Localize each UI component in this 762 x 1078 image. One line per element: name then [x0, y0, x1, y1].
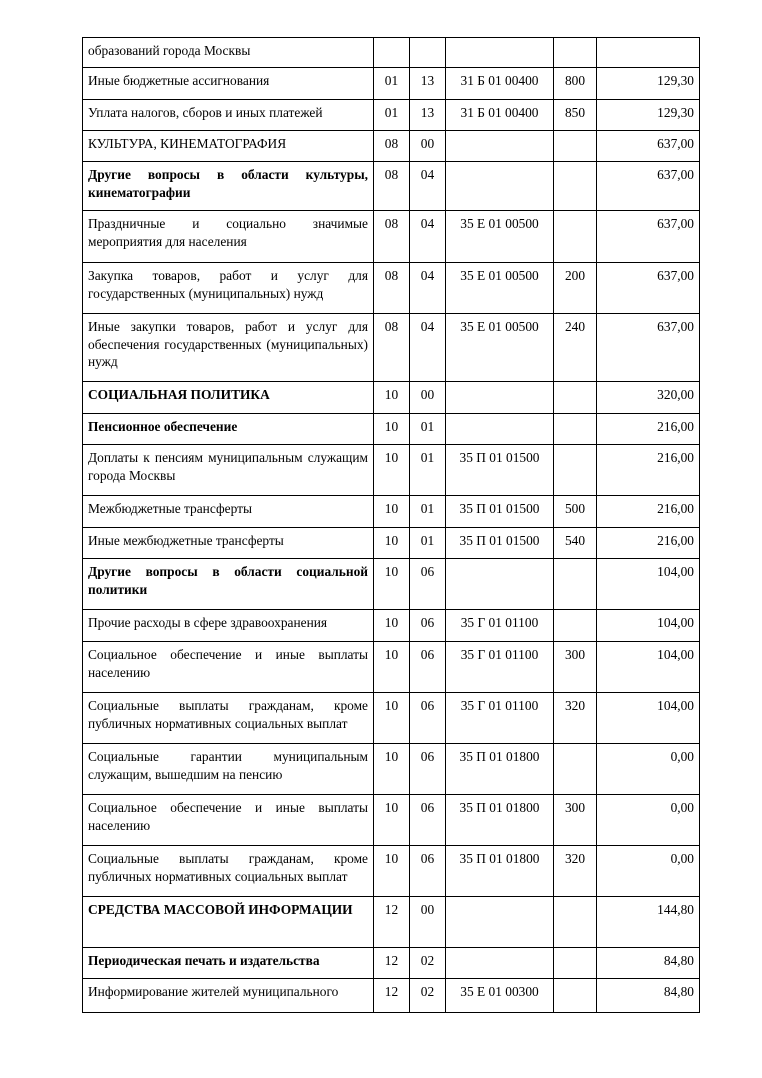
row-expense-type	[554, 897, 597, 948]
row-target-article: 31 Б 01 00400	[446, 68, 554, 100]
row-amount: 129,30	[597, 100, 700, 131]
table-row	[83, 211, 700, 263]
row-target-article	[446, 897, 554, 948]
row-amount: 637,00	[597, 211, 700, 263]
row-expense-type: 300	[554, 795, 597, 846]
row-section-code: 10	[374, 496, 410, 528]
row-amount: 637,00	[597, 263, 700, 314]
row-expense-type	[554, 162, 597, 211]
row-name: Социальные выплаты гражданам, кроме публичных нормативных социальных выплат	[83, 846, 374, 897]
row-target-article: 35 Е 01 00500	[446, 314, 554, 382]
row-subsection-code: 06	[410, 610, 446, 642]
row-name: Другие вопросы в области культуры, кинематографии	[83, 162, 374, 211]
row-section-code: 08	[374, 162, 410, 211]
row-subsection-code: 06	[410, 846, 446, 897]
row-subsection-code: 06	[410, 693, 446, 744]
row-name: Доплаты к пенсиям муниципальным служащим города Москвы	[83, 445, 374, 496]
table-row	[83, 263, 700, 314]
row-target-article: 35 Г 01 01100	[446, 610, 554, 642]
row-target-article	[446, 414, 554, 445]
row-amount: 216,00	[597, 414, 700, 445]
table-row	[83, 693, 700, 744]
row-subsection-code: 00	[410, 382, 446, 414]
row-target-article	[446, 162, 554, 211]
row-section-code: 10	[374, 445, 410, 496]
row-target-article: 35 П 01 01800	[446, 744, 554, 795]
row-subsection-code: 06	[410, 795, 446, 846]
table-row	[83, 948, 700, 979]
row-name: Закупка товаров, работ и услуг для государственных (муниципальных) нужд	[83, 263, 374, 314]
row-name: Социальное обеспечение и иные выплаты населению	[83, 795, 374, 846]
row-name: Социальные выплаты гражданам, кроме публичных нормативных социальных выплат	[83, 693, 374, 744]
row-section-code: 10	[374, 610, 410, 642]
row-target-article: 35 Е 01 00300	[446, 979, 554, 1013]
row-target-article: 35 Г 01 01100	[446, 642, 554, 693]
row-section-code: 10	[374, 744, 410, 795]
row-target-article: 31 Б 01 00400	[446, 100, 554, 131]
row-target-article	[446, 131, 554, 162]
row-expense-type: 800	[554, 68, 597, 100]
row-name: Социальные гарантии муниципальным служащим, вышедшим на пенсию	[83, 744, 374, 795]
table-row	[83, 528, 700, 559]
row-subsection-code: 01	[410, 528, 446, 559]
row-section-code: 08	[374, 263, 410, 314]
row-expense-type	[554, 131, 597, 162]
row-amount: 104,00	[597, 610, 700, 642]
row-amount: 84,80	[597, 948, 700, 979]
budget-table-body	[83, 38, 700, 1013]
row-expense-type	[554, 559, 597, 610]
row-amount: 320,00	[597, 382, 700, 414]
row-name: Иные бюджетные ассигнования	[83, 68, 374, 100]
row-amount: 216,00	[597, 445, 700, 496]
budget-table	[82, 37, 700, 1013]
row-target-article: 35 П 01 01800	[446, 795, 554, 846]
table-row	[83, 38, 700, 68]
row-expense-type: 300	[554, 642, 597, 693]
table-row	[83, 162, 700, 211]
row-name: Уплата налогов, сборов и иных платежей	[83, 100, 374, 131]
row-subsection-code: 04	[410, 162, 446, 211]
row-name: Иные закупки товаров, работ и услуг для обеспечения государственных (муниципальных) нужд	[83, 314, 374, 382]
row-name: СРЕДСТВА МАССОВОЙ ИНФОРМАЦИИ	[83, 897, 374, 948]
row-subsection-code: 01	[410, 496, 446, 528]
row-section-code: 10	[374, 795, 410, 846]
table-row	[83, 979, 700, 1013]
row-section-code: 12	[374, 948, 410, 979]
row-target-article: 35 П 01 01500	[446, 528, 554, 559]
row-amount: 104,00	[597, 693, 700, 744]
row-section-code: 12	[374, 979, 410, 1013]
row-name: Праздничные и социально значимые мероприятия для населения	[83, 211, 374, 263]
row-target-article: 35 П 01 01500	[446, 496, 554, 528]
row-section-code: 10	[374, 642, 410, 693]
row-section-code: 08	[374, 211, 410, 263]
row-name: Иные межбюджетные трансферты	[83, 528, 374, 559]
row-section-code: 12	[374, 897, 410, 948]
table-row	[83, 744, 700, 795]
row-subsection-code: 06	[410, 559, 446, 610]
row-name: КУЛЬТУРА, КИНЕМАТОГРАФИЯ	[83, 131, 374, 162]
row-target-article	[446, 559, 554, 610]
row-name: Межбюджетные трансферты	[83, 496, 374, 528]
row-amount: 637,00	[597, 131, 700, 162]
table-row	[83, 100, 700, 131]
row-section-code: 01	[374, 100, 410, 131]
row-name: Другие вопросы в области социальной политики	[83, 559, 374, 610]
table-row	[83, 559, 700, 610]
row-section-code: 10	[374, 559, 410, 610]
table-row	[83, 795, 700, 846]
row-subsection-code: 00	[410, 131, 446, 162]
row-amount: 0,00	[597, 744, 700, 795]
row-amount: 637,00	[597, 162, 700, 211]
row-expense-type: 240	[554, 314, 597, 382]
row-expense-type: 320	[554, 846, 597, 897]
row-expense-type: 320	[554, 693, 597, 744]
table-row	[83, 314, 700, 382]
row-expense-type	[554, 38, 597, 68]
table-row	[83, 642, 700, 693]
row-target-article	[446, 382, 554, 414]
row-section-code: 10	[374, 382, 410, 414]
row-expense-type: 200	[554, 263, 597, 314]
row-amount: 0,00	[597, 795, 700, 846]
table-row	[83, 496, 700, 528]
row-section-code: 01	[374, 68, 410, 100]
row-amount: 144,80	[597, 897, 700, 948]
row-section-code: 10	[374, 414, 410, 445]
row-target-article: 35 Г 01 01100	[446, 693, 554, 744]
row-name: СОЦИАЛЬНАЯ ПОЛИТИКА	[83, 382, 374, 414]
row-target-article	[446, 948, 554, 979]
row-expense-type	[554, 414, 597, 445]
row-section-code: 10	[374, 528, 410, 559]
row-expense-type: 850	[554, 100, 597, 131]
table-row	[83, 382, 700, 414]
row-subsection-code	[410, 38, 446, 68]
row-subsection-code: 02	[410, 948, 446, 979]
row-section-code: 10	[374, 693, 410, 744]
row-target-article: 35 Е 01 00500	[446, 263, 554, 314]
row-subsection-code: 04	[410, 263, 446, 314]
row-section-code: 10	[374, 846, 410, 897]
row-expense-type	[554, 211, 597, 263]
row-section-code	[374, 38, 410, 68]
row-expense-type	[554, 382, 597, 414]
row-amount: 637,00	[597, 314, 700, 382]
table-row	[83, 414, 700, 445]
row-expense-type	[554, 948, 597, 979]
row-expense-type	[554, 744, 597, 795]
row-target-article: 35 П 01 01800	[446, 846, 554, 897]
row-amount: 129,30	[597, 68, 700, 100]
row-amount	[597, 38, 700, 68]
row-amount: 216,00	[597, 496, 700, 528]
row-expense-type: 500	[554, 496, 597, 528]
row-subsection-code: 02	[410, 979, 446, 1013]
row-section-code: 08	[374, 314, 410, 382]
row-name: Прочие расходы в сфере здравоохранения	[83, 610, 374, 642]
row-target-article: 35 П 01 01500	[446, 445, 554, 496]
row-subsection-code: 00	[410, 897, 446, 948]
row-name: Периодическая печать и издательства	[83, 948, 374, 979]
row-amount: 104,00	[597, 559, 700, 610]
row-subsection-code: 06	[410, 642, 446, 693]
row-expense-type: 540	[554, 528, 597, 559]
row-subsection-code: 13	[410, 100, 446, 131]
row-expense-type	[554, 610, 597, 642]
row-name: образований города Москвы	[83, 38, 374, 68]
row-subsection-code: 06	[410, 744, 446, 795]
table-row	[83, 610, 700, 642]
row-subsection-code: 04	[410, 314, 446, 382]
row-amount: 0,00	[597, 846, 700, 897]
table-row	[83, 131, 700, 162]
row-expense-type	[554, 445, 597, 496]
row-section-code: 08	[374, 131, 410, 162]
row-subsection-code: 01	[410, 414, 446, 445]
table-row	[83, 846, 700, 897]
row-subsection-code: 01	[410, 445, 446, 496]
row-subsection-code: 13	[410, 68, 446, 100]
row-subsection-code: 04	[410, 211, 446, 263]
row-amount: 84,80	[597, 979, 700, 1013]
row-amount: 216,00	[597, 528, 700, 559]
table-row	[83, 68, 700, 100]
table-row	[83, 445, 700, 496]
row-name: Пенсионное обеспечение	[83, 414, 374, 445]
row-name: Информирование жителей муниципального	[83, 979, 374, 1013]
row-target-article	[446, 38, 554, 68]
row-name: Социальное обеспечение и иные выплаты населению	[83, 642, 374, 693]
row-expense-type	[554, 979, 597, 1013]
row-amount: 104,00	[597, 642, 700, 693]
table-row	[83, 897, 700, 948]
row-target-article: 35 Е 01 00500	[446, 211, 554, 263]
